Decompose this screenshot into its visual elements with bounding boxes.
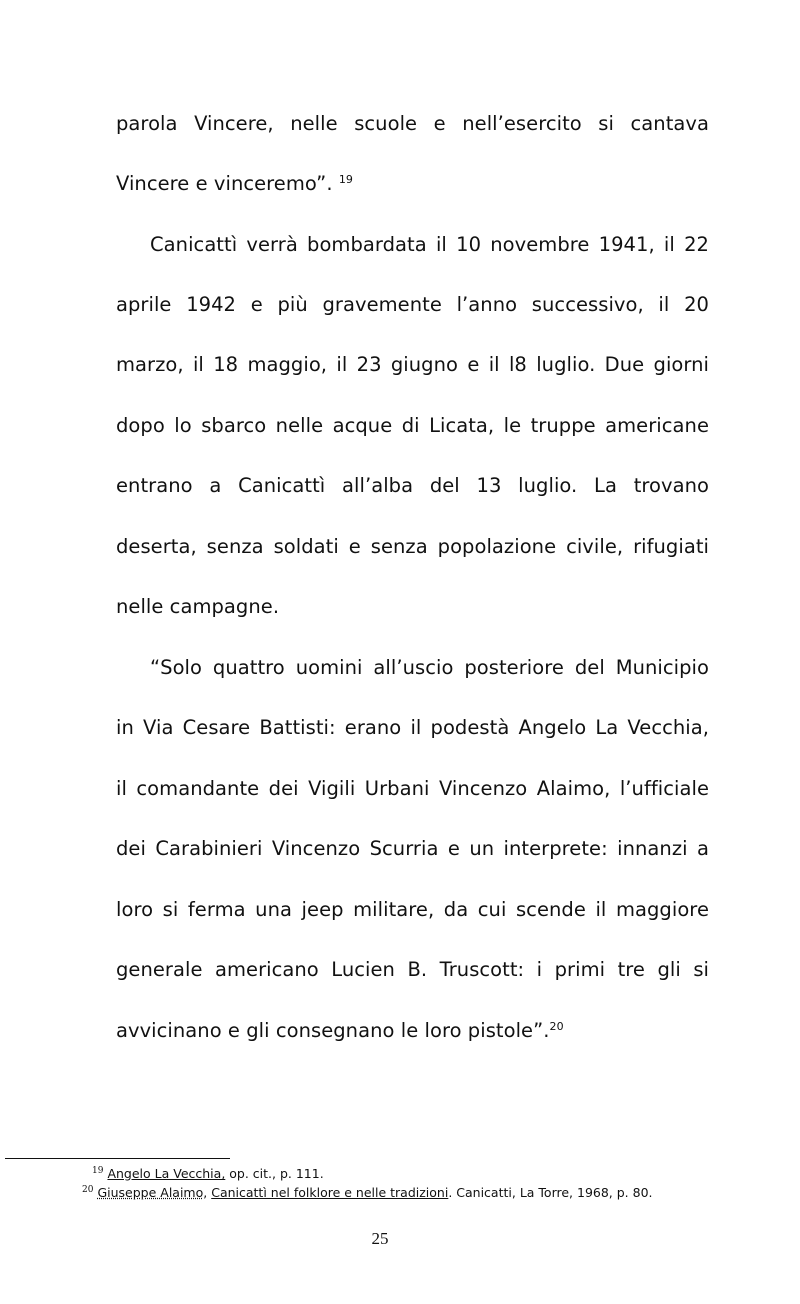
page-number: 25	[371, 1229, 389, 1248]
body-line-2: Vincere e vinceremo”. $^{19}$	[116, 172, 353, 195]
body-line-14: loro si ferma una jeep militare, da cui scende il maggiore	[116, 898, 709, 921]
body-line-8: deserta, senza soldati e senza popolazione civile, rifugiati	[116, 535, 709, 558]
body-line-13: dei Carabinieri Vincenzo Scurria e un interprete: innanzi a	[116, 837, 709, 860]
note-reference-20[interactable]: 20	[549, 1020, 564, 1033]
note-reference-19[interactable]: 19	[338, 173, 353, 186]
body-line-6: dopo lo sbarco nelle acque di Licata, le truppe americane	[116, 414, 709, 437]
body-line-12: il comandante dei Vigili Urbani Vincenzo Alaimo, l’ufficiale	[116, 777, 709, 800]
body-line-1: parola Vincere, nelle scuole e nell’esercito si cantava	[116, 112, 709, 135]
footnote-author-link[interactable]: Angelo La Vecchia,	[107, 1166, 226, 1181]
body-line-5: marzo, il 18 maggio, il 23 giugno e il l8 luglio. Due giorni	[116, 353, 709, 376]
footnote-20	[82, 1185, 653, 1201]
footnote-mark: 20	[82, 1185, 94, 1195]
footnote-separator-text: ,	[203, 1185, 212, 1200]
footnote-citation: op. cit., p. 111.	[225, 1166, 324, 1181]
footnote-separator	[5, 1158, 230, 1159]
footnote-title-link[interactable]: Canicattì nel folklore e nelle tradizioni	[211, 1185, 449, 1200]
body-line-9: nelle campagne.	[116, 595, 280, 618]
footnote-19	[92, 1166, 324, 1182]
footnote-citation: . Canicatti, La Torre, 1968, p. 80.	[448, 1185, 653, 1200]
footnote-author-link[interactable]: Giuseppe Alaimo	[97, 1185, 204, 1200]
body-line-10: “Solo quattro uomini all’uscio posteriore del Municipio	[150, 656, 709, 679]
body-line-11: in Via Cesare Battisti: erano il podestà Angelo La Vecchia,	[116, 716, 709, 739]
body-line-16: avvicinano e gli consegnano le loro pistole”.$^{20}$	[116, 1019, 564, 1042]
body-line-7: entrano a Canicattì all’alba del 13 luglio. La trovano	[116, 474, 709, 497]
footnote-mark: 19	[92, 1166, 104, 1176]
body-line-3: Canicattì verrà bombardata il 10 novembre 1941, il 22	[150, 233, 709, 256]
body-line-4: aprile 1942 e più gravemente l’anno successivo, il 20	[116, 293, 709, 316]
body-line-15: generale americano Lucien B. Truscott: i primi tre gli si	[116, 958, 709, 981]
